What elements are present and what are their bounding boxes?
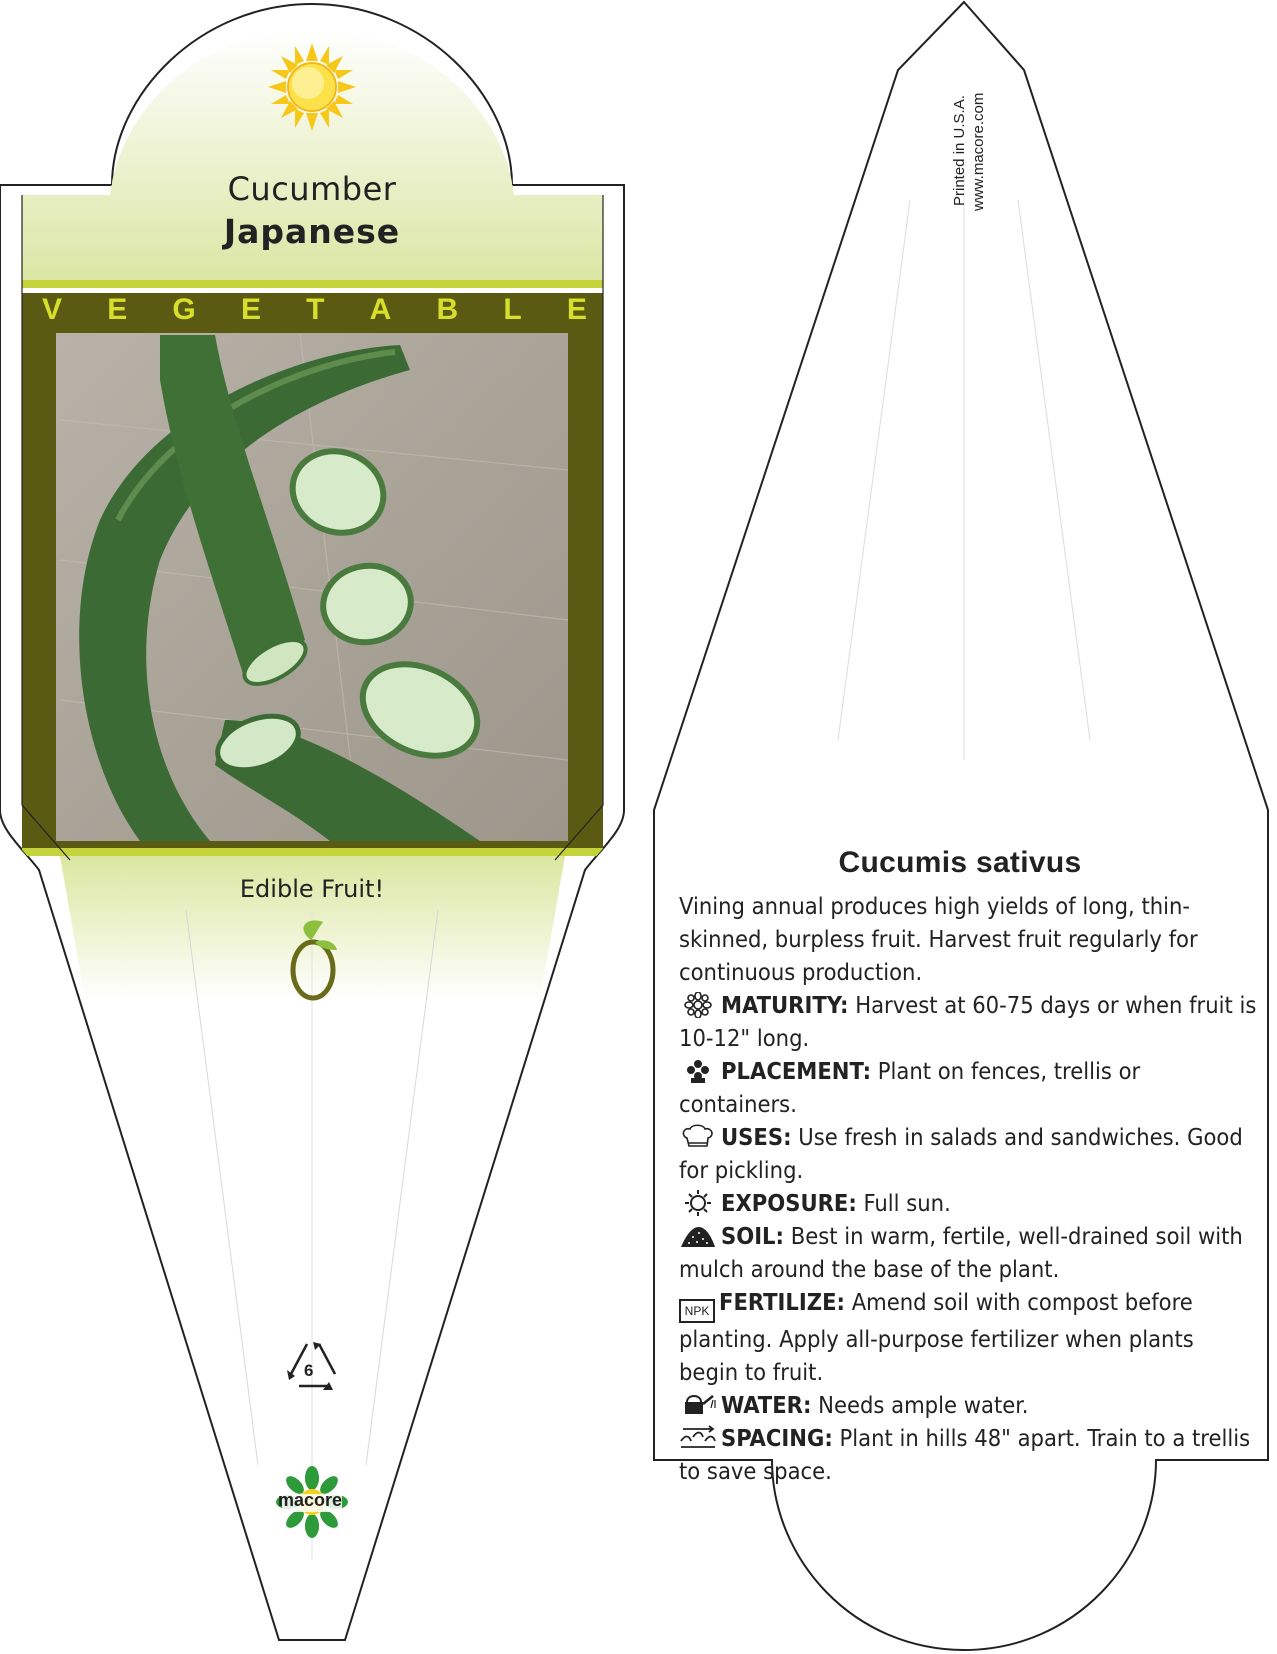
care-item-exposure xyxy=(679,1187,1259,1220)
soil-pile-icon xyxy=(679,1223,717,1249)
care-item-water xyxy=(679,1389,1259,1422)
recycle-number: 6 xyxy=(304,1361,314,1380)
category-letter: E xyxy=(566,293,587,326)
npk-bag-icon: NPK xyxy=(679,1299,715,1323)
category-letter: G xyxy=(172,293,196,326)
care-item-placement xyxy=(679,1055,1259,1121)
category-letter: E xyxy=(240,293,261,326)
care-text: Plant on fences, trellis or containers. xyxy=(679,1057,1141,1118)
cucumber-photo xyxy=(56,333,568,841)
chef-hat-icon xyxy=(679,1124,717,1150)
care-instructions xyxy=(679,890,1259,1488)
category-letter: V xyxy=(42,293,63,326)
sun-icon xyxy=(268,43,356,131)
category-letter: E xyxy=(107,293,128,326)
printed-in: Printed in U.S.A. xyxy=(951,95,968,206)
common-name: Cucumber xyxy=(227,170,397,208)
maturity-flower-icon xyxy=(679,992,717,1018)
sun-outline-icon xyxy=(679,1190,717,1216)
category-letter: L xyxy=(503,293,522,326)
category-letter: T xyxy=(306,293,325,326)
care-item-soil xyxy=(679,1220,1259,1286)
variety-name: Japanese xyxy=(223,212,401,251)
care-item-fertilize xyxy=(679,1286,1259,1389)
watering-can-icon xyxy=(679,1392,717,1418)
care-text: Use fresh in salads and sandwiches. Good for pickling. xyxy=(679,1123,1243,1184)
website-url: www.macore.com xyxy=(970,92,987,211)
care-text: Best in warm, fertile, well-drained soil with mulch around the base of the plant. xyxy=(679,1222,1243,1283)
care-label: SOIL: xyxy=(721,1222,784,1250)
care-item-uses xyxy=(679,1121,1259,1187)
care-text: Plant in hills 48" apart. Train to a trellis to save space. xyxy=(679,1424,1251,1485)
spacing-icon xyxy=(679,1425,717,1451)
care-label: PLACEMENT: xyxy=(721,1057,872,1085)
care-text: Amend soil with compost before planting. Apply all-purpose fertilizer when plants begin to fruit. xyxy=(679,1288,1194,1386)
category-letter: B xyxy=(436,293,459,326)
category-banner xyxy=(22,290,607,330)
brand-name: macore xyxy=(278,1490,343,1510)
care-label: MATURITY: xyxy=(721,991,849,1019)
care-text: Harvest at 60-75 days or when fruit is 10-12" long. xyxy=(679,991,1257,1052)
placement-icon xyxy=(679,1058,717,1084)
care-label: USES: xyxy=(721,1123,792,1151)
care-label: FERTILIZE: xyxy=(719,1288,845,1316)
care-item-maturity xyxy=(679,989,1259,1055)
care-label: SPACING: xyxy=(721,1424,833,1452)
botanical-name: Cucumis sativus xyxy=(838,846,1082,879)
care-label: WATER: xyxy=(721,1391,812,1419)
care-text: Needs ample water. xyxy=(818,1391,1029,1419)
care-text: Full sun. xyxy=(863,1189,951,1217)
care-label: EXPOSURE: xyxy=(721,1189,857,1217)
care-item-spacing xyxy=(679,1422,1259,1488)
tagline: Edible Fruit! xyxy=(239,875,385,903)
description: Vining annual produces high yields of long, thin-skinned, burpless fruit. Harvest fruit regularly for continuous production. xyxy=(679,892,1198,986)
category-letter: A xyxy=(369,293,392,326)
